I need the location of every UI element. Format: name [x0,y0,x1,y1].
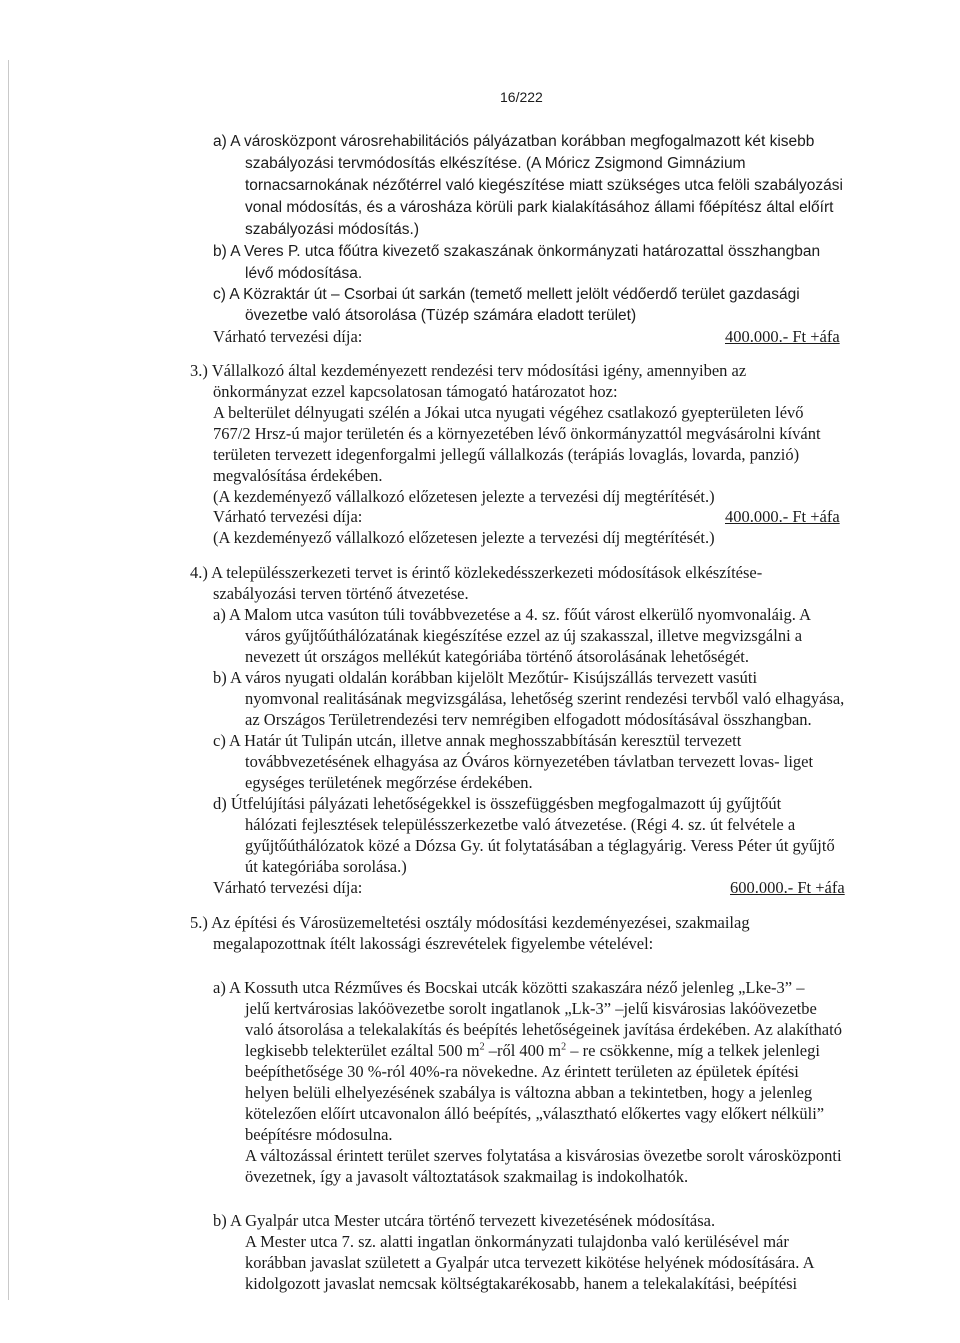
superscript-2: 2 [561,1041,567,1053]
section3-line6: megvalósítása érdekében. [213,466,383,485]
section5-line1: 5.) Az építési és Városüzemeltetési osztály módosítási kezdeményezései, szakmailag [190,913,750,932]
section5-a-line4-post: – re csökkenne, míg a telkek jelenlegi [566,1041,820,1060]
section5-a-line5: beépíthetősége 30 %-ról 40%-ra növekedne. Az érintett területen az épületek építési [245,1062,799,1081]
item-a-line1: a) A városközpont városrehabilitációs pályázatban korábban megfogalmazott két kisebb [213,133,815,150]
section4-d-line1: d) Útfelújítási pályázati lehetőségekkel is összefüggésben megfogalmazott új gyűjtőút [213,794,782,813]
section4-d-line4: út kategóriába sorolása.) [245,857,407,876]
section5-a-line9: A változással érintett terület szerves folytatása a kisvárosias övezetbe sorolt városközponti [245,1146,842,1165]
item-c-line2: övezetbe való átsorolása (Tüzép számára eladott terület) [245,307,637,324]
cost-value: 400.000.- Ft +áfa [725,507,840,526]
item-a-line5: szabályozási módosítás.) [245,221,420,238]
section5-a-line10: övezetnek, így a javasolt változtatások szakmailag is indokolhatók. [245,1167,689,1186]
item-c-line1: c) A Közraktár út – Csorbai út sarkán (temető mellett jelölt védőerdő terület gazdasági [213,286,800,303]
section4-a-line3: nevezett út országos mellékút kategóriába történő átsorolásának lehetőségét. [245,647,749,666]
section5-a-line8: beépítésre módosulna. [245,1125,393,1144]
section3-line1: 3.) Vállalkozó által kezdeményezett rendezési terv módosítási igény, amennyiben az [190,361,747,380]
item-b-line1: b) A Veres P. utca főútra kivezető szakaszának önkormányzati határozattal összhangban [213,243,821,260]
scan-margin-line [8,60,9,1300]
section5-b-line4: kidolgozott javaslat nemcsak költségtakarékosabb, hanem a telekalakítási, beépítési [245,1274,798,1293]
superscript-2: 2 [479,1041,485,1053]
section5-a-line4-pre: legkisebb telekterület ezáltal 500 m [245,1041,480,1060]
section4-line2: szabályozási terven történő átvezetése. [213,584,469,603]
item-a-line3: tornacsarnokának nézőtérrel való kiegészítése miatt szükséges utca felöli szabályozási [245,177,843,194]
section5-a-line2: jelű kertvárosias lakóövezetbe sorolt ingatlanok „Lk-3” –jelű kisvárosias lakóövezetbe [245,999,817,1018]
section3-line7: (A kezdeményező vállalkozó előzetesen jelezte a tervezési díj megtérítését.) [213,487,715,506]
section4-c-line2: továbbvezetésének elhagyása az Óváros környezetében távlatban tervezett lovas- liget [245,752,814,771]
section5-a-line4 [245,1041,820,1061]
section4-d-line3: gyűjtőúthálózatok közé a Dózsa Gy. út folytatásában a téglagyárig. Veress Péter út gyűjtő [245,836,835,855]
section3-line3: A belterület délnyugati szélén a Jókai utca nyugati végéhez csatlakozó gyepterületen lévő [213,403,804,422]
section4-line1: 4.) A településszerkezeti tervet is érintő közlekedésszerkezeti módosítások elkészítése- [190,563,763,582]
section4-c-line3: egységes területének megőrzése érdekében. [245,773,533,792]
section3-line4: 767/2 Hrsz-ú major területén és a környezetében lévő önkormányzattól megvásárolni kívánt [213,424,821,443]
section5-a-line1: a) A Kossuth utca Rézműves és Bocskai utcák közötti szakaszára néző jelenleg „Lke-3” – [213,978,805,997]
cost-value: 600.000.- Ft +áfa [730,878,845,897]
section5-b-line3: korábban javaslat született a Gyalpár utca tervezett kikötése helyének módosítására. A [245,1253,815,1272]
page-number: 16/222 [500,89,543,105]
section5-line2: megalapozottnak ítélt lakossági észrevételek figyelembe vételével: [213,934,654,953]
section5-b-line2: A Mester utca 7. sz. alatti ingatlan önkormányzati tulajdonba való kerülésével már [245,1232,789,1251]
cost-label: Várható tervezési díja: [213,327,363,346]
section4-a-line1: a) A Malom utca vasúton túli továbbvezetése a 4. sz. főút várost elkerülő nyomvonaláig. A [213,605,811,624]
section4-a-line2: város gyűjtőúthálózatának kiegészítése ezzel az új szakasszal, illetve megvizsgálni a [245,626,803,645]
section5-a-line7: kötelezően előírt utcavonalon álló beépítés, „választható előkertes vagy előkert nélküli” [245,1104,825,1123]
item-a-line4: vonal módosítás, és a városháza körüli park kialakításához állami főépítész által előírt [245,199,834,216]
section3-line9: (A kezdeményező vállalkozó előzetesen jelezte a tervezési díj megtérítését.) [213,528,715,547]
section3-line5: területen tervezett idegenforgalmi jellegű vállalkozás (terápiás lovaglás, lovarda, panzió) [213,445,800,464]
cost-label: Várható tervezési díja: [213,878,363,897]
cost-label: Várható tervezési díja: [213,507,363,526]
section4-b-line2: nyomvonal realitásának megvizsgálása, lehetőség szerint rendezési tervből való elhagyása, [245,689,845,708]
item-a-line2: szabályozási tervmódosítás elkészítése. (A Móricz Zsigmond Gimnázium [245,155,746,172]
section3-line2: önkormányzat ezzel kapcsolatosan támogató határozatot hoz: [213,382,618,401]
cost-value: 400.000.- Ft +áfa [725,327,840,346]
item-b-line2: lévő módosítása. [245,265,363,282]
section4-c-line1: c) A Határ út Tulipán utcán, illetve annak meghosszabbításán keresztül tervezett [213,731,742,750]
section4-d-line2: hálózati fejlesztések településszerkezetbe való átvezetése. (Régi 4. sz. út felvétele a [245,815,796,834]
section5-a-line4-mid: –ről 400 m [484,1041,562,1060]
section5-a-line6: helyen belüli elhelyezésének szabálya is változna abban a tekintetben, hogy a jelenleg [245,1083,813,1102]
section5-a-line3: való átsorolása a telekalakítás és beépítés lehetőségeinek javítása érdekében. Az alakítható [245,1020,842,1039]
section4-b-line1: b) A város nyugati oldalán korábban kijelölt Mezőtúr- Kisújszállás tervezett vasúti [213,668,758,687]
section4-b-line3: az Országos Területrendezési terv nemrégiben elfogadott módosításával összhangban. [245,710,812,729]
section5-b-line1: b) A Gyalpár utca Mester utcára történő tervezett kivezetésének módosítása. [213,1211,716,1230]
